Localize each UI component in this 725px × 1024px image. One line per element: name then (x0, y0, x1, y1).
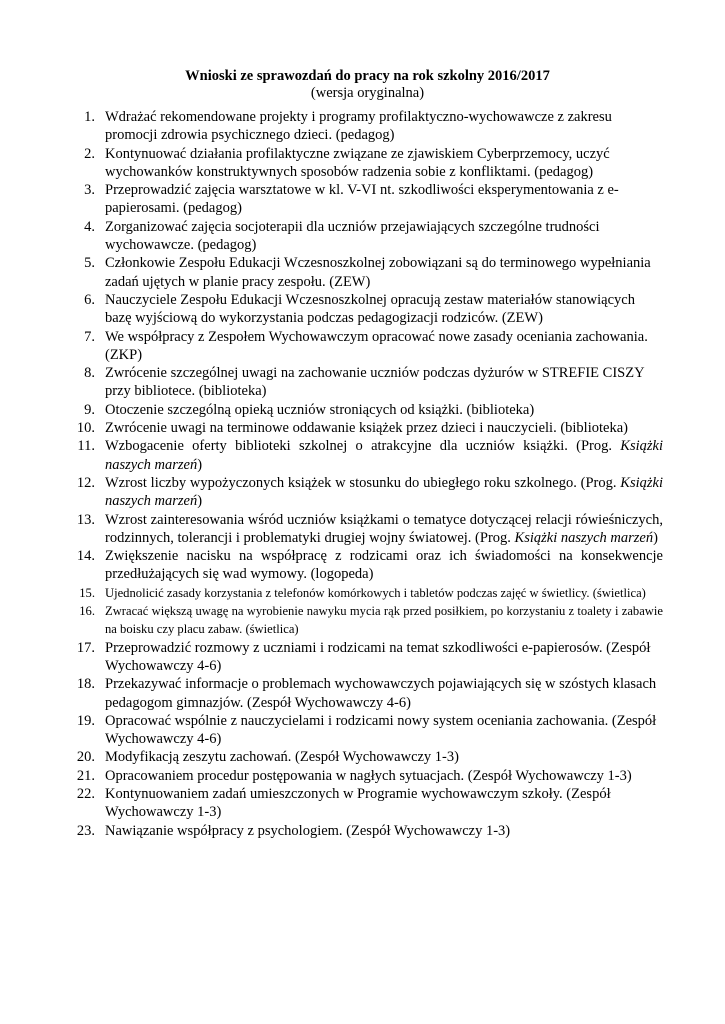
list-item (72, 419, 663, 437)
list-item-text (105, 218, 663, 255)
list-item-text-part: Wdrażać rekomendowane projekty i programy profilaktyczno-wychowawcze z zakresu promocji zdrowia psychicznego dzieci. (pedagog) (105, 109, 612, 144)
list-item (72, 474, 663, 511)
list-item-number: 21. (76, 767, 95, 784)
document-title: Wnioski ze sprawozdań do pracy na rok szkolny 2016/2017 (185, 68, 550, 84)
list-item (72, 511, 663, 548)
list-item-number: 18. (76, 676, 95, 693)
list-item-number: 17. (76, 639, 95, 656)
list-item-text-part: Kontynuowaniem zadań umieszczonych w Programie wychowawczym szkoły. (Zespół Wychowawczy 1-3) (105, 785, 611, 821)
list-item (72, 108, 663, 145)
list-item-text (105, 474, 663, 511)
list-item-text (105, 639, 663, 676)
list-item-number: 6. (84, 291, 95, 308)
list-item-number: 2. (84, 145, 95, 162)
list-item-text-part: Wzrost zainteresowania wśród uczniów książkami o tematyce dotyczącej relacji rówieśniczych, rodzinnych, tolerancji i problematyki drugiej wojny światowej. (Prog. (105, 511, 663, 546)
list-item-number: 1. (84, 109, 95, 125)
list-item (72, 181, 663, 218)
list-item-text-part: ) (653, 529, 658, 546)
list-item-number: 16. (79, 604, 95, 619)
list-item-number: 8. (84, 365, 95, 382)
list-item-text-part: Nauczyciele Zespołu Edukacji Wczesnoszkolnej opracują zestaw materiałów stanowiących bazę wyjściową do wykorzystania podczas pedagogizacji rodziców. (ZEW) (105, 291, 635, 327)
list-item-text (105, 785, 663, 822)
list-item-text (105, 145, 663, 182)
program-name: Książki naszych marzeń (105, 438, 663, 473)
list-item-number: 15. (79, 585, 95, 600)
list-item (72, 767, 663, 785)
list-item-number: 5. (84, 255, 95, 272)
list-item (72, 712, 663, 749)
list-item-number: 7. (84, 328, 95, 345)
list-item (72, 291, 663, 328)
list-item-number: 14. (76, 548, 95, 565)
list-item-text-part: We współpracy z Zespołem Wychowawczym opracować nowe zasady oceniania zachowania. (ZKP) (105, 328, 648, 363)
list-item (72, 785, 663, 822)
list-item-text-part: Zwiększenie nacisku na współpracę z rodzicami oraz ich świadomości na konsekwencje przedłużających się wad wymowy. (logopeda) (105, 548, 663, 583)
list-item-text-part: Nawiązanie współpracy z psychologiem. (Zespół Wychowawczy 1-3) (105, 822, 511, 839)
list-item-text-part: ) (197, 493, 203, 510)
list-item-text-part: Opracowaniem procedur postępowania w nagłych sytuacjach. (Zespół Wychowawczy 1-3) (105, 767, 632, 784)
list-item-number: 4. (84, 218, 95, 235)
list-item (72, 675, 663, 712)
list-item (72, 547, 663, 584)
list-item-number: 23. (76, 822, 95, 839)
list-item-text (105, 401, 663, 419)
list-item-text (105, 511, 663, 548)
conclusions-list (72, 108, 663, 840)
list-item-text (105, 748, 663, 766)
list-item-number: 20. (76, 749, 95, 766)
list-item-number: 12. (76, 474, 95, 491)
list-item-text-part: Zwrócenie uwagi na terminowe oddawanie książek przez dzieci i nauczycieli. (biblioteka) (105, 420, 628, 437)
document-subtitle: (wersja oryginalna) (310, 85, 425, 101)
list-item-number: 11. (77, 438, 95, 455)
list-item (72, 584, 663, 602)
list-item-text (105, 419, 663, 437)
list-item-text-part: Członkowie Zespołu Edukacji Wczesnoszkolnej zobowiązani są do terminowego wypełniania zadań ujętych w planie pracy zespołu. (ZEW) (105, 255, 651, 290)
list-item-text-part: Opracować wspólnie z nauczycielami i rodzicami nowy system oceniania zachowania. (Zespół Wychowawczy 4-6) (105, 712, 657, 748)
list-item-text-part: Wzrost liczby wypożyczonych książek w stosunku do ubiegłego roku szkolnego. (Prog. (105, 474, 621, 491)
list-item-text-part: Zwracać większą uwagę na wyrobienie nawyku mycia rąk przed posiłkiem, po korzystaniu z toalety i zabawie na boisku czy placu zabaw. (świetlica) (105, 604, 663, 637)
list-item-number: 13. (76, 511, 95, 528)
list-item-text (105, 291, 663, 328)
list-item (72, 748, 663, 766)
list-item-number: 9. (84, 401, 95, 418)
list-item-text (105, 602, 663, 639)
list-item-text-part: Zwrócenie szczególnej uwagi na zachowanie uczniów podczas dyżurów w STREFIE CISZY przy bibliotece. (biblioteka) (105, 365, 645, 400)
list-item-text (105, 437, 663, 474)
list-item-text (105, 181, 663, 218)
list-item (72, 602, 663, 639)
list-item-text-part: ) (197, 456, 203, 473)
program-name: Książki naszych marzeń (514, 529, 654, 546)
list-item-number: 19. (76, 712, 95, 729)
list-item (72, 364, 663, 401)
list-item-text-part: Przekazywać informacje o problemach wychowawczych pojawiających się w szóstych klasach pedagogom gimnazjów. (Zespół Wychowawczy 4-6) (105, 676, 657, 711)
list-item (72, 437, 663, 474)
list-item (72, 639, 663, 676)
list-item-text (105, 675, 663, 712)
list-item (72, 822, 663, 840)
list-item-text-part: Modyfikacją zeszytu zachowań. (Zespół Wychowawczy 1-3) (105, 749, 459, 766)
list-item-number: 10. (76, 420, 95, 437)
list-item-text (105, 712, 663, 749)
list-item-text (105, 364, 663, 401)
list-item (72, 401, 663, 419)
list-item-text-part: Zorganizować zajęcia socjoterapii dla uczniów przejawiających szczególne trudności wychowawcze. (pedagog) (105, 218, 600, 254)
list-item (72, 328, 663, 365)
list-item-text (105, 108, 663, 145)
list-item-text (105, 254, 663, 291)
list-item-text (105, 822, 663, 840)
list-item-text (105, 328, 663, 365)
list-item-text-part: Przeprowadzić rozmowy z uczniami i rodzicami na temat szkodliwości e-papierosów. (Zespół Wychowawczy 4-6) (105, 639, 651, 674)
list-item-text-part: Wzbogacenie oferty biblioteki szkolnej o atrakcyjne dla uczniów książki. (Prog. (105, 438, 621, 455)
list-item-number: 3. (84, 182, 95, 199)
list-item-text-part: Ujednolicić zasady korzystania z telefonów komórkowych i tabletów podczas zajęć w świetlicy. (świetlica) (105, 585, 646, 600)
list-item (72, 145, 663, 182)
list-item-number: 22. (76, 785, 95, 802)
program-name: Książki naszych marzeń (105, 474, 663, 510)
list-item-text (105, 767, 663, 785)
list-item-text-part: Kontynuować działania profilaktyczne związane ze zjawiskiem Cyberprzemocy, uczyć wychowanków konstruktywnych sposobów radzenia sobie z konfliktami. (pedagog) (105, 145, 610, 180)
list-item-text (105, 547, 663, 584)
list-item (72, 254, 663, 291)
list-item-text-part: Przeprowadzić zajęcia warsztatowe w kl. V-VI nt. szkodliwości eksperymentowania z e-papierosami. (pedagog) (105, 182, 619, 217)
list-item (72, 218, 663, 255)
list-item-text (105, 584, 663, 602)
list-item-text-part: Otoczenie szczególną opieką uczniów stroniących od książki. (biblioteka) (105, 401, 535, 418)
